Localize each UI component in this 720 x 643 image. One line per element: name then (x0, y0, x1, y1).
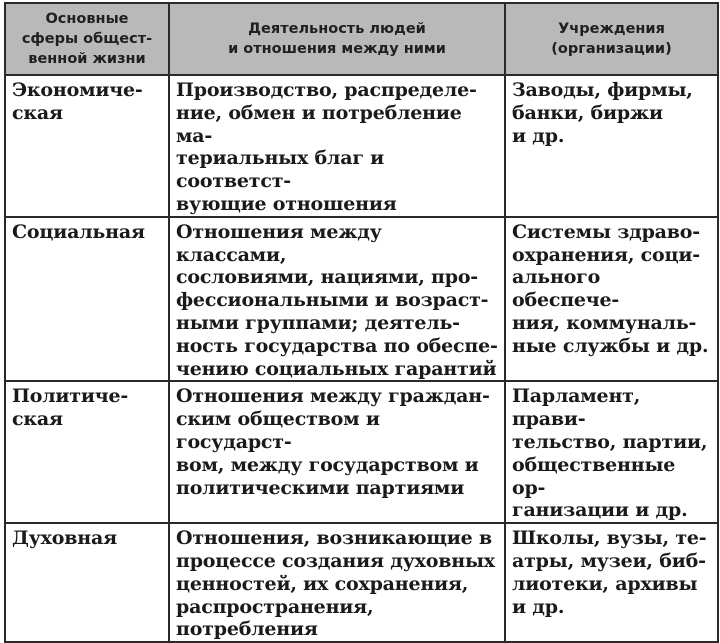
cell-activity: Отношения между классами, сословиями, нациями, про- фессиональными и возраст- ными группами; деятель- ность государства по обеспе- чению социальных гарантий (169, 217, 505, 382)
header-activity: Деятельность людей и отношения между ними (169, 3, 505, 75)
header-institutions: Учреждения (организации) (505, 3, 718, 75)
cell-institutions: Парламент, прави- тельство, партии, общественные ор- ганизации и др. (505, 381, 718, 523)
cell-sphere: Социальная (5, 217, 169, 382)
header-spheres: Основные сферы общест- венной жизни (5, 3, 169, 75)
table-row (5, 75, 718, 217)
cell-activity: Отношения, возникающие в процессе создания духовных ценностей, их сохранения, распространения, потребления (169, 523, 505, 642)
cell-activity: Отношения между граждан- ским обществом и государст- вом, между государством и политическими партиями (169, 381, 505, 523)
cell-activity: Производство, распределе- ние, обмен и потребление ма- териальных благ и соответст- вующие отношения (169, 75, 505, 217)
cell-institutions: Заводы, фирмы, банки, биржи и др. (505, 75, 718, 217)
cell-institutions: Школы, вузы, те- атры, музеи, биб- лиотеки, архивы и др. (505, 523, 718, 642)
table-row (5, 217, 718, 382)
table-row (5, 381, 718, 523)
table-header-row (5, 3, 718, 75)
spheres-table (4, 2, 719, 643)
cell-sphere: Экономиче- ская (5, 75, 169, 217)
table-row (5, 523, 718, 642)
cell-sphere: Политиче- ская (5, 381, 169, 523)
cell-institutions: Системы здраво- охранения, соци- ального обеспече- ния, коммуналь- ные службы и др. (505, 217, 718, 382)
cell-sphere: Духовная (5, 523, 169, 642)
